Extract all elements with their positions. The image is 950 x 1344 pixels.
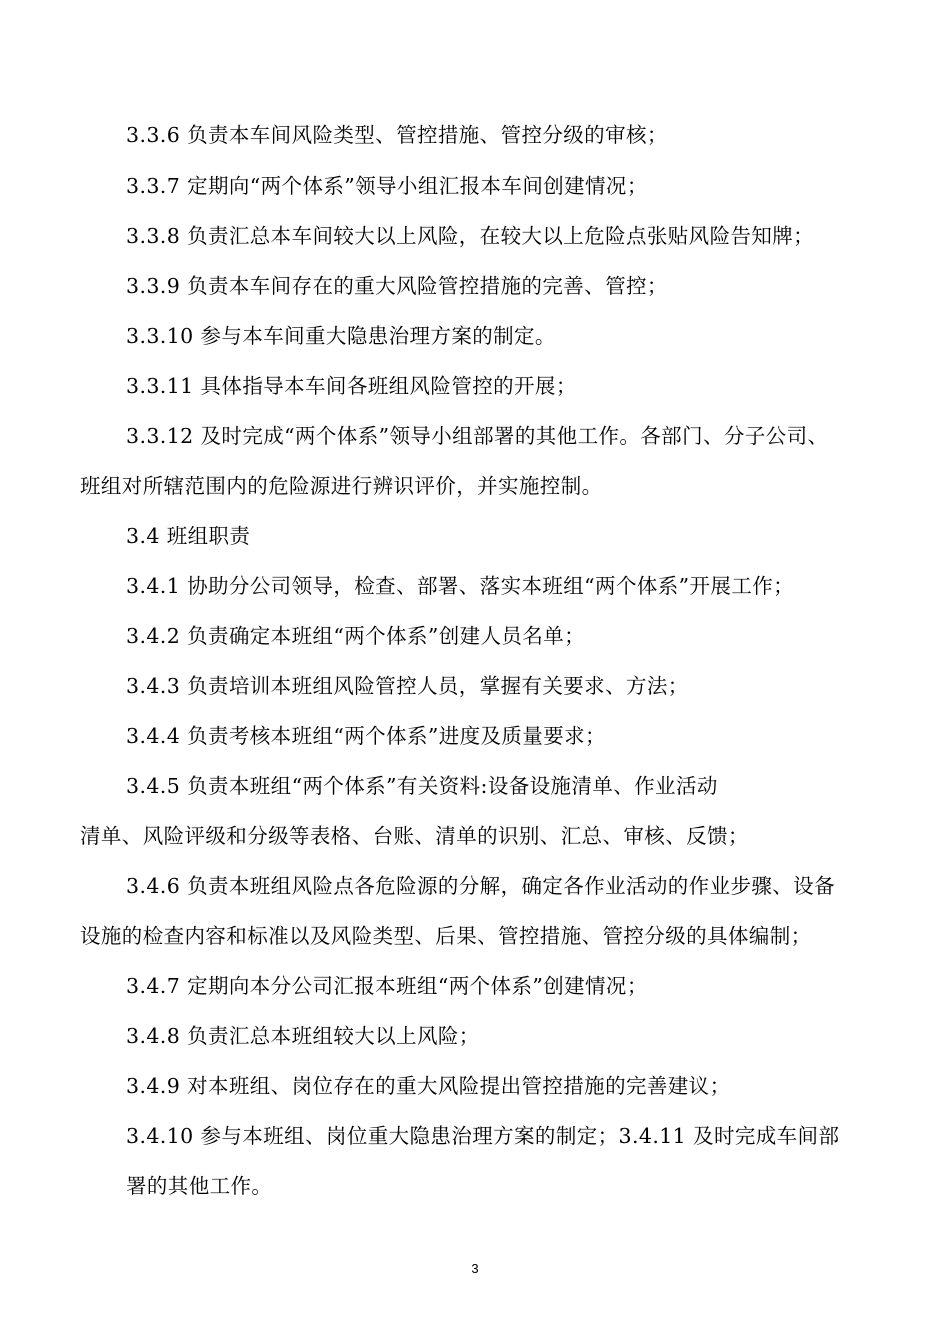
- text-line-3-3-9: 3.3.9 负责本车间存在的重大风险管控措施的完善、管控；: [126, 274, 668, 298]
- text-line-3-4-8: 3.4.8 负责汇总本班组较大以上风险；: [126, 1024, 480, 1048]
- text-line-3-3-11: 3.3.11 具体指导本车间各班组风险管控的开展；: [126, 374, 577, 398]
- text-line-3-3-12-continued: 班组对所辖范围内的危险源进行辨识评价，并实施控制。: [80, 474, 603, 498]
- text-line-3-4-4: 3.4.4 负责考核本班组“两个体系”进度及质量要求；: [126, 724, 606, 748]
- text-line-3-4-11-continued: 署的其他工作。: [126, 1174, 273, 1198]
- text-line-3-3-7: 3.3.7 定期向“两个体系”领导小组汇报本车间创建情况；: [126, 174, 648, 198]
- text-line-3-3-10: 3.3.10 参与本车间重大隐患治理方案的制定。: [126, 324, 556, 348]
- text-line-3-4-10: 3.4.10 参与本班组、岗位重大隐患治理方案的制定；3.4.11 及时完成车间部: [126, 1124, 840, 1148]
- text-line-3-4-9: 3.4.9 对本班组、岗位存在的重大风险提出管控措施的完善建议；: [126, 1074, 731, 1098]
- text-line-3-3-6: 3.3.6 负责本车间风险类型、管控措施、管控分级的审核；: [126, 123, 668, 147]
- text-line-3-4-1: 3.4.1 协助分公司领导，检查、部署、落实本班组“两个体系”开展工作；: [126, 574, 795, 598]
- text-line-3-4-5-continued: 清单、风险评级和分级等表格、台账、清单的识别、汇总、审核、反馈；: [80, 824, 749, 848]
- text-line-3-3-8: 3.3.8 负责汇总本车间较大以上风险，在较大以上危险点张贴风险告知牌；: [126, 224, 815, 248]
- text-line-3-4-2: 3.4.2 负责确定本班组“两个体系”创建人员名单；: [126, 624, 586, 648]
- page-number: 3: [471, 1261, 479, 1276]
- text-line-3-4-6: 3.4.6 负责本班组风险点各危险源的分解，确定各作业活动的作业步骤、设备: [126, 874, 835, 898]
- text-line-3-4-5: 3.4.5 负责本班组“两个体系”有关资料:设备设施清单、作业活动: [126, 774, 718, 798]
- text-line-3-3-12: 3.3.12 及时完成“两个体系”领导小组部署的其他工作。各部门、分子公司、: [126, 424, 829, 448]
- text-line-3-4-7: 3.4.7 定期向本分公司汇报本班组“两个体系”创建情况；: [126, 974, 648, 998]
- section-heading-3-4: 3.4 班组职责: [126, 524, 251, 548]
- text-line-3-4-6-continued: 设施的检查内容和标准以及风险类型、后果、管控措施、管控分级的具体编制；: [80, 924, 812, 948]
- text-line-3-4-3: 3.4.3 负责培训本班组风险管控人员，掌握有关要求、方法；: [126, 674, 689, 698]
